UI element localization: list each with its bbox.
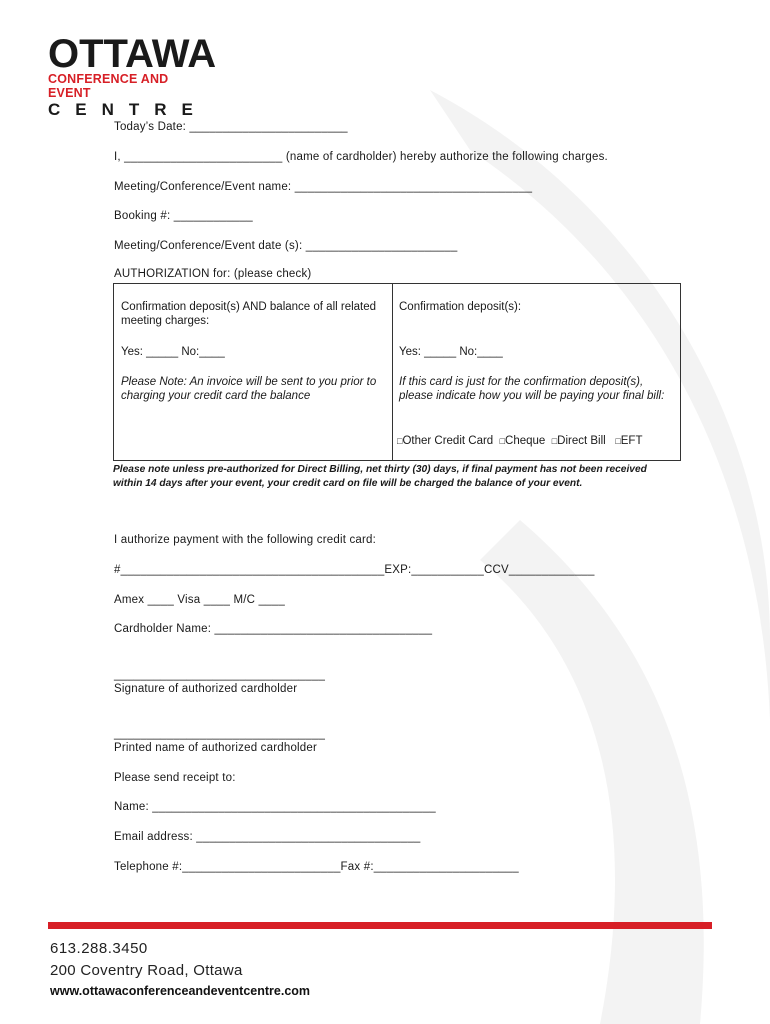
event-name-field[interactable]: Meeting/Conference/Event name: ____________________________________	[114, 181, 533, 193]
receipt-email-field[interactable]: Email address: __________________________________	[114, 831, 421, 843]
checkbox-icon: □	[551, 436, 558, 446]
checkbox-icon: □	[615, 436, 621, 446]
billing-note: Please note unless pre-authorized for Direct Billing, net thirty (30) days, if final payment has not been received within 14 days after your event, your credit card on file will be charged the balance of your event.	[113, 464, 647, 489]
ottawa-logo	[48, 32, 217, 120]
checkbox-icon: □	[397, 436, 403, 446]
payment-intro: I authorize payment with the following credit card:	[114, 534, 377, 546]
right-yes-no-field[interactable]: Yes: _____ No:____	[399, 346, 503, 358]
footer-website: www.ottawaconferenceandeventcentre.com	[50, 984, 311, 998]
payment-options	[397, 434, 673, 448]
card-type-field[interactable]: Amex ____ Visa ____ M/C ____	[114, 594, 285, 606]
printed-name-blank[interactable]: ________________________________	[114, 728, 326, 740]
checkbox-eft[interactable]: □EFT	[615, 435, 643, 447]
cardholder-authorization-line[interactable]: I, ________________________ (name of cardholder) hereby authorize the following charges.	[114, 151, 608, 163]
right-heading: Confirmation deposit(s):	[399, 301, 522, 313]
left-note: Please Note: An invoice will be sent to you prior to charging your credit card the balance	[121, 376, 377, 402]
footer-phone: 613.288.3450	[50, 940, 148, 957]
signature-label: Signature of authorized cardholder	[114, 683, 298, 695]
footer-divider	[48, 922, 712, 929]
cardholder-name-field[interactable]: Cardholder Name: _________________________________	[114, 623, 433, 635]
logo-wordmark: OTTAWA	[48, 32, 217, 76]
checkbox-direct-bill[interactable]: □Direct Bill	[551, 435, 606, 447]
footer-address: 200 Coventry Road, Ottawa	[50, 962, 243, 979]
checkbox-cheque[interactable]: □Cheque	[499, 435, 546, 447]
checkbox-other-credit-card[interactable]: □Other Credit Card	[397, 435, 494, 447]
checkbox-icon: □	[499, 436, 506, 446]
telephone-fax-field[interactable]: Telephone #:________________________Fax #:______________________	[114, 861, 519, 873]
logo-subtitle: CONFERENCE AND EVENT	[48, 72, 169, 100]
logo-centre: CENTRE	[48, 100, 208, 119]
card-number-line[interactable]: #________________________________________EXP:___________CCV_____________	[114, 564, 595, 576]
receipt-intro: Please send receipt to:	[114, 772, 236, 784]
right-note: If this card is just for the confirmation deposit(s), please indicate how you will be paying your final bill:	[399, 376, 665, 402]
authorization-table	[113, 283, 681, 461]
authorization-label: AUTHORIZATION for: (please check)	[114, 268, 312, 280]
left-yes-no-field[interactable]: Yes: _____ No:____	[121, 346, 225, 358]
event-date-field[interactable]: Meeting/Conference/Event date (s): _______________________	[114, 240, 458, 252]
booking-number-field[interactable]: Booking #: ____________	[114, 210, 253, 222]
todays-date-field[interactable]: Today’s Date: ________________________	[114, 121, 348, 133]
receipt-name-field[interactable]: Name: ___________________________________________	[114, 801, 436, 813]
signature-blank[interactable]: ________________________________	[114, 669, 326, 681]
printed-name-label: Printed name of authorized cardholder	[114, 742, 318, 754]
table-divider	[392, 284, 393, 460]
left-heading: Confirmation deposit(s) AND balance of all related meeting charges:	[121, 301, 377, 327]
